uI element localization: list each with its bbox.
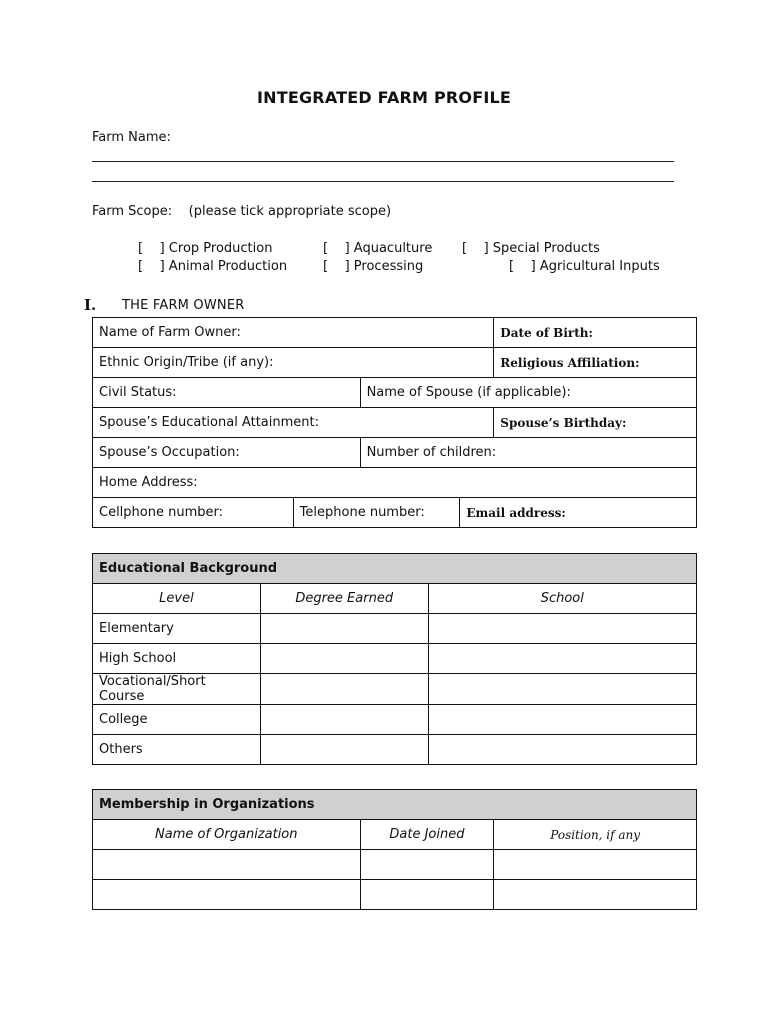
- education-row-label: Vocational/Short Course: [93, 674, 261, 705]
- scope-animal-production[interactable]: [ ] Animal Production: [138, 259, 288, 274]
- scope-aquaculture[interactable]: [ ] Aquaculture: [323, 241, 433, 256]
- membership-date-cell[interactable]: [360, 850, 494, 880]
- owner-name-field[interactable]: Name of Farm Owner:: [93, 318, 494, 348]
- owner-religion-field[interactable]: Religious Affiliation:: [494, 348, 697, 378]
- membership-col-position: Position, if any: [494, 820, 697, 850]
- table-row: [93, 614, 697, 644]
- education-degree-cell[interactable]: [260, 614, 428, 644]
- membership-position-cell[interactable]: [494, 850, 697, 880]
- education-row-label: Elementary: [93, 614, 261, 644]
- education-degree-cell[interactable]: [260, 644, 428, 674]
- education-col-level: Level: [93, 584, 261, 614]
- scope-processing[interactable]: [ ] Processing: [323, 259, 424, 274]
- owner-spouse-education-field[interactable]: Spouse’s Educational Attainment:: [93, 408, 494, 438]
- owner-spouse-name-field[interactable]: Name of Spouse (if applicable):: [360, 378, 696, 408]
- owner-children-field[interactable]: Number of children:: [360, 438, 696, 468]
- table-row: [93, 735, 697, 765]
- owner-dob-field[interactable]: Date of Birth:: [494, 318, 697, 348]
- farm-name-label: Farm Name:: [92, 130, 171, 145]
- membership-col-date-joined: Date Joined: [360, 820, 494, 850]
- membership-organization-cell[interactable]: [93, 880, 361, 910]
- education-table: [92, 553, 697, 765]
- farm-name-line-1[interactable]: [92, 161, 674, 162]
- education-school-cell[interactable]: [428, 644, 696, 674]
- education-header: Educational Background: [93, 554, 697, 584]
- scope-special-products[interactable]: [ ] Special Products: [462, 241, 600, 256]
- education-row-label: College: [93, 705, 261, 735]
- membership-table: [92, 789, 697, 910]
- education-row-label: High School: [93, 644, 261, 674]
- owner-spouse-occupation-field[interactable]: Spouse’s Occupation:: [93, 438, 361, 468]
- table-row: [93, 644, 697, 674]
- education-row-label: Others: [93, 735, 261, 765]
- scope-crop-production[interactable]: [ ] Crop Production: [138, 241, 273, 256]
- membership-col-organization: Name of Organization: [93, 820, 361, 850]
- education-col-school: School: [428, 584, 696, 614]
- farm-scope-label: Farm Scope: (please tick appropriate scope): [92, 204, 392, 219]
- table-row: [93, 850, 697, 880]
- membership-header: Membership in Organizations: [93, 790, 697, 820]
- section-title: THE FARM OWNER: [122, 298, 245, 313]
- section-number: I.: [84, 296, 97, 314]
- table-row: [93, 705, 697, 735]
- farm-owner-table: [92, 317, 697, 528]
- owner-ethnic-field[interactable]: Ethnic Origin/Tribe (if any):: [93, 348, 494, 378]
- membership-date-cell[interactable]: [360, 880, 494, 910]
- owner-cellphone-field[interactable]: Cellphone number:: [93, 498, 294, 528]
- education-degree-cell[interactable]: [260, 674, 428, 705]
- membership-organization-cell[interactable]: [93, 850, 361, 880]
- education-col-degree: Degree Earned: [260, 584, 428, 614]
- page-title: INTEGRATED FARM PROFILE: [256, 88, 512, 107]
- farm-name-line-2[interactable]: [92, 181, 674, 182]
- education-school-cell[interactable]: [428, 705, 696, 735]
- table-row: [93, 674, 697, 705]
- owner-spouse-birthday-field[interactable]: Spouse’s Birthday:: [494, 408, 697, 438]
- owner-civil-status-field[interactable]: Civil Status:: [93, 378, 361, 408]
- education-school-cell[interactable]: [428, 674, 696, 705]
- owner-email-field[interactable]: Email address:: [460, 498, 697, 528]
- owner-address-field[interactable]: Home Address:: [93, 468, 697, 498]
- scope-agricultural-inputs[interactable]: [ ] Agricultural Inputs: [509, 259, 660, 274]
- education-school-cell[interactable]: [428, 735, 696, 765]
- table-row: [93, 880, 697, 910]
- education-degree-cell[interactable]: [260, 705, 428, 735]
- education-degree-cell[interactable]: [260, 735, 428, 765]
- owner-telephone-field[interactable]: Telephone number:: [293, 498, 460, 528]
- education-school-cell[interactable]: [428, 614, 696, 644]
- membership-position-cell[interactable]: [494, 880, 697, 910]
